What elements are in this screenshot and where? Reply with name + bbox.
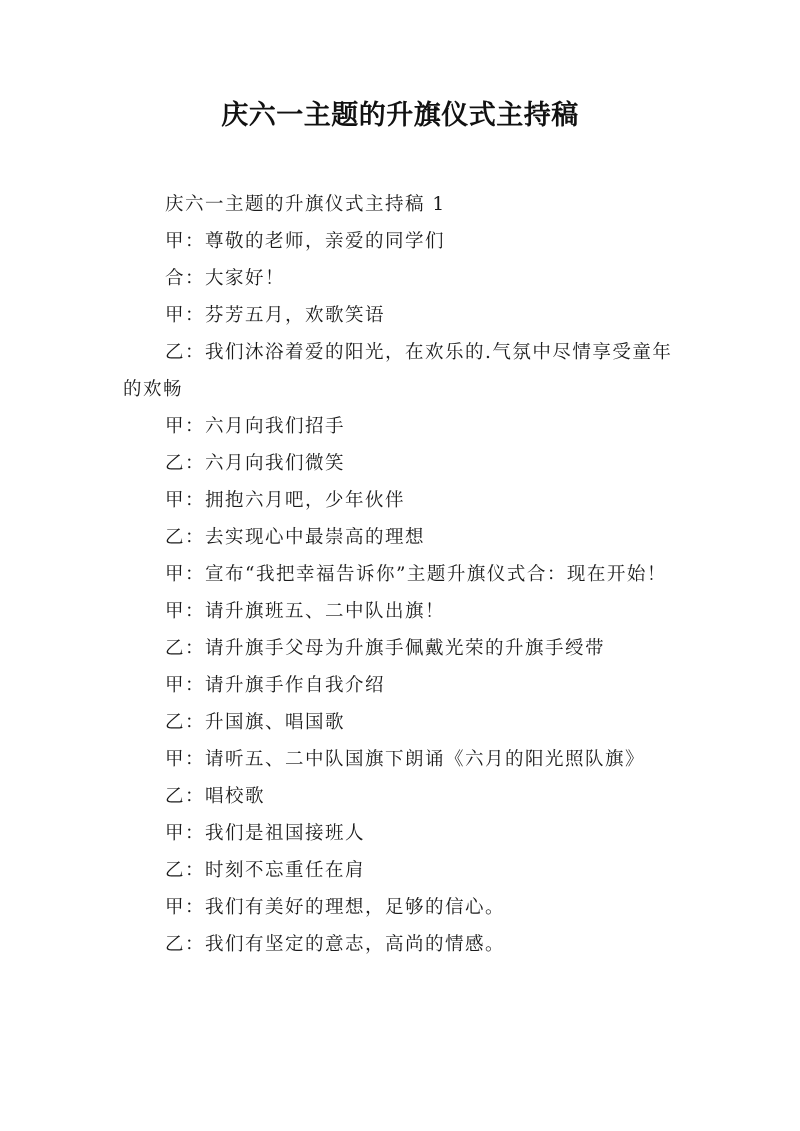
document-body bbox=[123, 186, 683, 963]
paragraph: 合：大家好！ bbox=[165, 268, 286, 289]
paragraph: 乙：升国旗、唱国歌 bbox=[165, 712, 346, 733]
paragraph: 甲：我们有美好的理想，足够的信心。 bbox=[165, 897, 506, 918]
paragraph: 庆六一主题的升旗仪式主持稿 1 bbox=[165, 194, 446, 215]
paragraph: 甲：尊敬的老师，亲爱的同学们 bbox=[165, 231, 446, 252]
paragraph: 乙：我们有坚定的意志，高尚的情感。 bbox=[165, 934, 506, 955]
paragraph: 乙：时刻不忘重任在肩 bbox=[165, 860, 366, 881]
paragraph: 乙：请升旗手父母为升旗手佩戴光荣的升旗手绶带 bbox=[165, 638, 606, 659]
paragraph: 甲：芬芳五月，欢歌笑语 bbox=[165, 305, 386, 326]
paragraph: 乙：六月向我们微笑 bbox=[165, 453, 346, 474]
paragraph: 甲：宣布“我把幸福告诉你”主题升旗仪式合：现在开始！ bbox=[165, 564, 667, 585]
paragraph: 乙：去实现心中最崇高的理想 bbox=[165, 527, 426, 548]
paragraph: 甲：拥抱六月吧，少年伙伴 bbox=[165, 490, 406, 511]
paragraph: 乙：唱校歌 bbox=[165, 786, 266, 807]
document-title: 庆六一主题的升旗仪式主持稿 bbox=[221, 100, 579, 131]
paragraph: 甲：我们是祖国接班人 bbox=[165, 823, 366, 844]
paragraph: 乙：我们沐浴着爱的阳光，在欢乐的.气氛中尽情享受童年的欢畅 bbox=[123, 342, 673, 400]
paragraph: 甲：请升旗手作自我介绍 bbox=[165, 675, 386, 696]
paragraph: 甲：六月向我们招手 bbox=[165, 416, 346, 437]
paragraph: 甲：请听五、二中队国旗下朗诵《六月的阳光照队旗》 bbox=[165, 749, 646, 770]
paragraph: 甲：请升旗班五、二中队出旗！ bbox=[165, 601, 446, 622]
